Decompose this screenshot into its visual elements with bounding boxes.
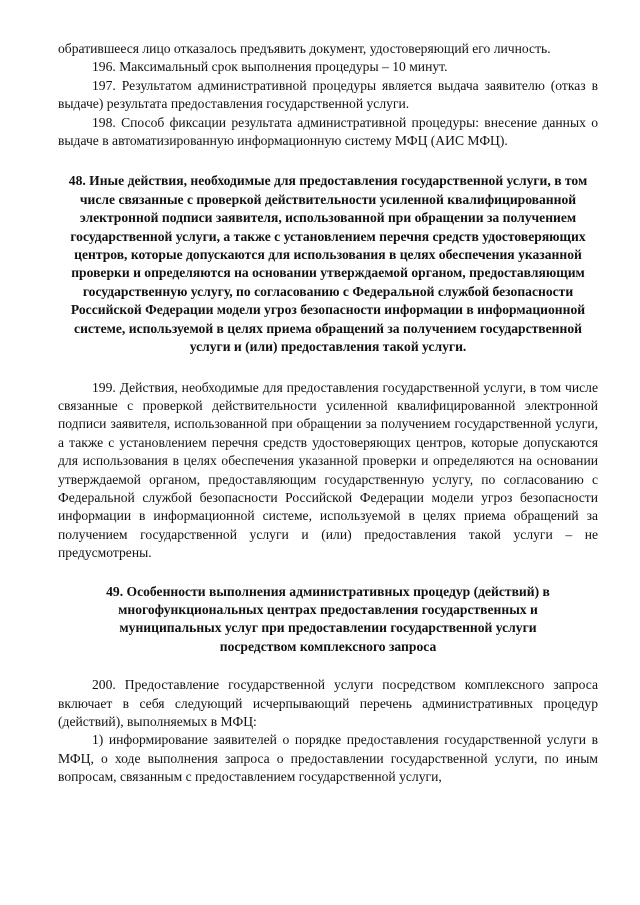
- paragraph-199: 199. Действия, необходимые для предоставления государственной услуги, в том числе связанные с проверкой действительности усиленной квалифицированной электронной подписи заявителя, использованной при обращении за получением государственной услуги, а также с установлением перечня средств удостоверяющих центров, которые допускаются для использования в целях обеспечения указанной проверки и определяются на основании утверждаемой органом, предоставляющим государственную услугу, по согласованию с Федеральной службой безопасности Российской Федерации модели угроз безопасности информации в информационной системе, используемой в целях приема обращений за получением государственной услуги и (или) предоставления такой услуги – не предусмотрены.: [58, 379, 598, 561]
- paragraph-continuation: обратившееся лицо отказалось предъявить документ, удостоверяющий его личность.: [58, 41, 551, 56]
- paragraph-197: 197. Результатом административной процедуры является выдача заявителю (отказ в выдаче) результата предоставления государственной услуги.: [58, 77, 598, 112]
- document-body: [58, 40, 598, 787]
- paragraph-196: 196. Максимальный срок выполнения процедуры – 10 минут.: [92, 59, 448, 75]
- section-48-heading: 48. Иные действия, необходимые для предоставления государственной услуги, в том числе связанные с проверкой действительности усиленной квалифицированной электронной подписи заявителя, использованной при обращении за получением государственной услуги, а также с установлением перечня средств удостоверяющих центров, которые допускаются для использования в целях обеспечения указанной проверки и определяются на основании утверждаемой органом, предоставляющим государственную услугу, по согласованию с Федеральной службой безопасности Российской Федерации модели угроз безопасности информации в информационной системе, используемой в целях приема обращений за получением государственной услуги и (или) предоставления такой услуги.: [68, 173, 588, 355]
- list-item-1: 1) информирование заявителей о порядке предоставления государственной услуги в МФЦ, о ходе выполнения запроса о предоставлении государственной услуги, по иным вопросам, связанным с предоставлением государственной услуги,: [58, 732, 598, 785]
- paragraph-200: 200. Предоставление государственной услуги посредством комплексного запроса включает в себя следующий исчерпывающий перечень административных процедур (действий), выполняемых в МФЦ:: [58, 677, 598, 729]
- section-49-heading: 49. Особенности выполнения административных процедур (действий) в многофункциональных центрах предоставления государственных и муниципальных услуг при предоставлении государственной услуги посредством комплексного запроса: [106, 583, 550, 654]
- paragraph-198: 198. Способ фиксации результата административной процедуры: внесение данных о выдаче в автоматизированную информационную систему МФЦ (АИС МФЦ).: [58, 114, 598, 149]
